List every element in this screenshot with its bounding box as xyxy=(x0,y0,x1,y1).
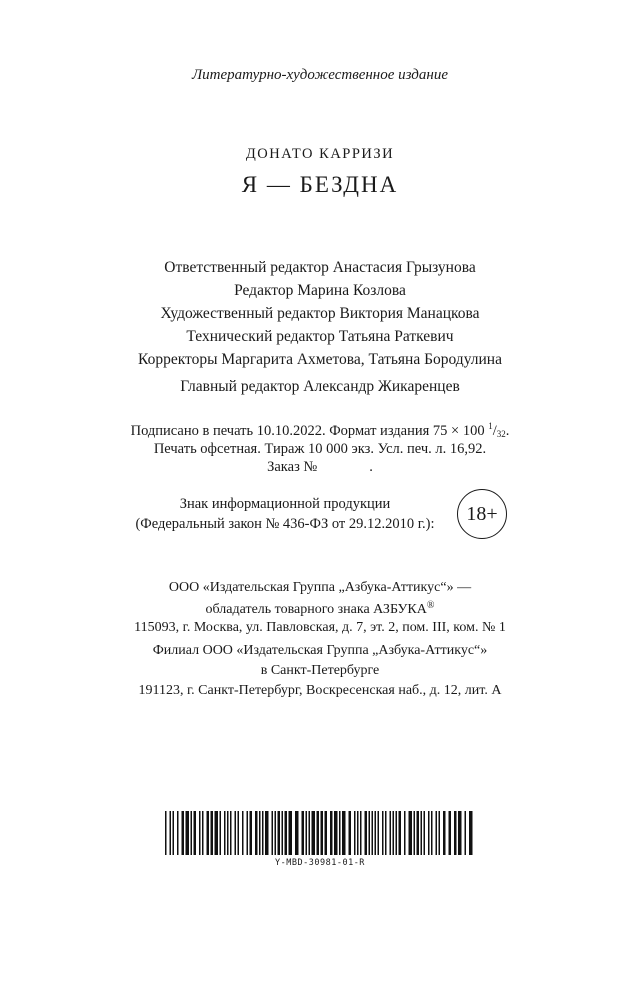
barcode-bar xyxy=(170,811,172,855)
barcode-bar xyxy=(428,811,430,855)
imprint-line-2: Печать офсетная. Тираж 10 000 экз. Усл. печ. л. 16,92. xyxy=(153,441,487,457)
barcode-bar xyxy=(334,811,338,855)
barcode-bar xyxy=(312,811,316,855)
barcode-bar xyxy=(275,811,277,855)
branch-line-1: Филиал ООО «Издательская Группа „Азбука-Аттикус“» xyxy=(152,643,488,658)
barcode-bar xyxy=(321,811,324,855)
barcode-bar xyxy=(421,811,423,855)
barcode-bar xyxy=(375,811,377,855)
barcode-bar xyxy=(202,811,204,855)
order-end: . xyxy=(369,459,373,475)
book-title: Я — БЕЗДНА xyxy=(241,172,399,197)
barcode-bar xyxy=(289,811,293,855)
barcode-bar xyxy=(278,811,281,855)
barcode-bar xyxy=(285,811,288,855)
barcode-bar xyxy=(404,811,406,855)
barcode-bar xyxy=(396,811,398,855)
branch-line-2: в Санкт-Петербурге xyxy=(260,663,380,678)
barcode-bar xyxy=(186,811,190,855)
publisher-trademark-text: обладатель товарного знака АЗБУКА xyxy=(205,602,427,617)
registered-mark: ® xyxy=(426,600,435,611)
imprint-line-1-text: Подписано в печать 10.10.2022. Формат издания 75 × 100 xyxy=(130,423,485,439)
barcode-bar xyxy=(454,811,457,855)
barcode-bar xyxy=(207,811,210,855)
barcode-bar xyxy=(259,811,261,855)
barcode-bar xyxy=(414,811,416,855)
staff-art-editor: Художественный редактор Виктория Манацкова xyxy=(160,305,480,322)
barcode-bar xyxy=(235,811,237,855)
publisher-line-1: ООО «Издательская Группа „Азбука-Аттикус“» — xyxy=(168,580,472,595)
barcode-bar xyxy=(191,811,193,855)
author-name: ДОНАТО КАРРИЗИ xyxy=(245,146,395,162)
barcode-bar xyxy=(360,811,362,855)
barcode-bar xyxy=(173,811,175,855)
barcode-bar xyxy=(424,811,426,855)
barcode-bar xyxy=(443,811,446,855)
barcode-bar xyxy=(339,811,341,855)
barcode-bar xyxy=(349,811,352,855)
barcode-bar xyxy=(220,811,222,855)
imprint-line-1-end: . xyxy=(505,423,510,439)
barcode-bar xyxy=(399,811,402,855)
barcode-bar xyxy=(272,811,274,855)
barcode-bar xyxy=(282,811,284,855)
barcode-bar xyxy=(194,811,197,855)
staff-responsible-editor: Ответственный редактор Анастасия Грызунова xyxy=(164,259,476,276)
barcode-bar xyxy=(393,811,395,855)
barcode-bar xyxy=(385,811,387,855)
age-sign-line-2: (Федеральный закон № 436-ФЗ от 29.12.2010 г.): xyxy=(135,516,435,532)
barcode-bar xyxy=(417,811,420,855)
barcode-bar xyxy=(309,811,311,855)
barcode-bar xyxy=(250,811,253,855)
barcode-bar xyxy=(431,811,433,855)
barcode-bar xyxy=(469,811,473,855)
barcode-bar xyxy=(354,811,356,855)
barcode-bar xyxy=(382,811,384,855)
staff-technical-editor: Технический редактор Татьяна Раткевич xyxy=(186,328,454,345)
barcode-bar xyxy=(165,811,167,855)
barcode-bar xyxy=(262,811,264,855)
barcode-bar xyxy=(182,811,185,855)
imprint-line-1 xyxy=(0,421,640,440)
order-label: Заказ № xyxy=(267,459,318,475)
series-label: Литературно-художественное издание xyxy=(192,67,448,83)
barcode-bar xyxy=(227,811,229,855)
barcode-bar xyxy=(390,811,392,855)
publisher-address: 115093, г. Москва, ул. Павловская, д. 7, эт. 2, пом. III, ком. № 1 xyxy=(134,620,506,635)
barcode-bar xyxy=(378,811,380,855)
staff-editor: Редактор Марина Козлова xyxy=(234,282,406,299)
barcode-bar xyxy=(409,811,413,855)
barcode-bar xyxy=(224,811,226,855)
barcode-bar xyxy=(465,811,467,855)
barcode-bar xyxy=(325,811,328,855)
barcode-bar xyxy=(317,811,320,855)
barcode-bar xyxy=(357,811,359,855)
barcode-bar xyxy=(255,811,258,855)
age-rating-badge: 18+ xyxy=(457,489,507,539)
barcode-code: Y-MBD-30981-01-R xyxy=(275,858,365,868)
barcode-bar xyxy=(211,811,214,855)
barcode-bar xyxy=(265,811,269,855)
barcode-bar xyxy=(199,811,201,855)
staff-proofreaders: Корректоры Маргарита Ахметова, Татьяна Бородулина xyxy=(138,351,502,368)
barcode-bar xyxy=(247,811,249,855)
barcode-bar xyxy=(177,811,179,855)
format-denominator: 32 xyxy=(496,429,506,439)
barcode-bar xyxy=(372,811,374,855)
barcode-bar xyxy=(449,811,452,855)
barcode-bar xyxy=(306,811,308,855)
barcode-bar xyxy=(330,811,333,855)
barcode-image xyxy=(163,811,475,855)
barcode-bar xyxy=(215,811,219,855)
barcode-bar xyxy=(302,811,305,855)
barcode-bar xyxy=(439,811,441,855)
format-numerator: 1 xyxy=(488,421,493,431)
format-slash: / xyxy=(492,423,497,439)
barcode-bar xyxy=(295,811,299,855)
barcode-bar xyxy=(230,811,232,855)
barcode-bar xyxy=(369,811,371,855)
chief-editor: Главный редактор Александр Жикаренцев xyxy=(180,378,460,395)
barcode-bar xyxy=(342,811,346,855)
barcode-bar xyxy=(238,811,240,855)
barcode-bar xyxy=(242,811,244,855)
branch-address: 191123, г. Санкт-Петербург, Воскресенская наб., д. 12, лит. А xyxy=(138,683,502,698)
age-sign-line-1: Знак информационной продукции xyxy=(179,496,391,512)
imprint-order xyxy=(0,459,640,476)
barcode-bar xyxy=(436,811,438,855)
publisher-line-2 xyxy=(0,600,640,618)
barcode-bar xyxy=(365,811,368,855)
barcode-bar xyxy=(458,811,462,855)
